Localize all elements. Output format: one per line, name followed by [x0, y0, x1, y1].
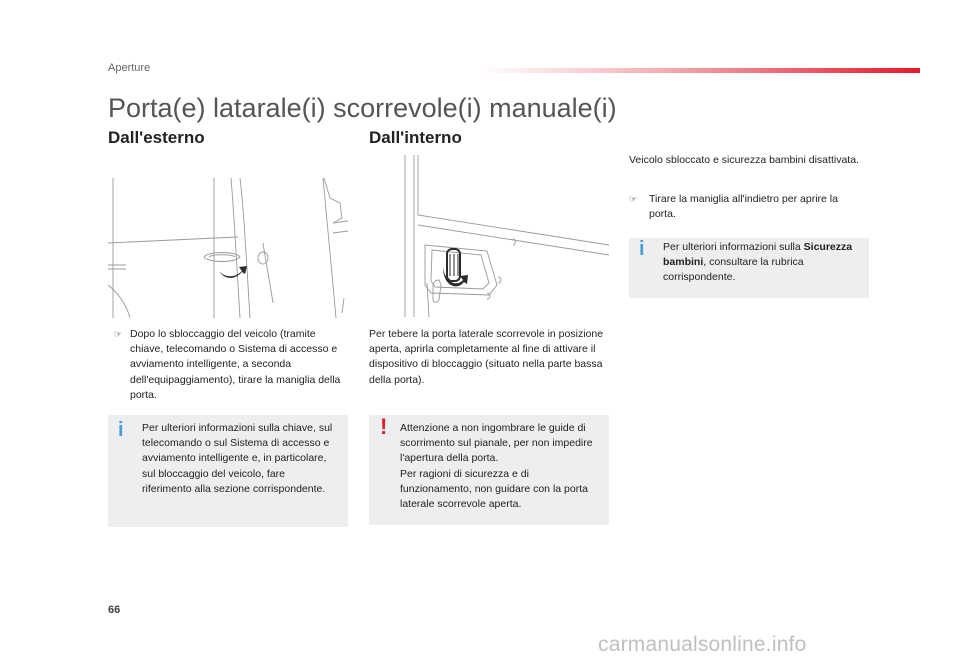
inside-text: Per tebere la porta laterale scorrevole in posizione aperta, aprirla completamente al fine di attivare il dispositivo di bloccaggio (situato nella parte bassa della porta).	[369, 328, 604, 386]
page-title: Porta(e) latarale(i) scorrevole(i) manuale(i)	[108, 93, 617, 123]
outside-info-text: Per ulteriori informazioni sulla chiave, sul telecomando o sul Sistema di accesso e avviamento intelligente e, in particolare, sul bloccaggio del veicolo, fare riferimento alla sezione corrispondente.	[142, 422, 333, 495]
info-box-outside	[108, 415, 348, 527]
pointing-hand-icon: ☞	[114, 329, 123, 339]
warning-icon: !	[380, 414, 388, 439]
page-number: 66	[108, 604, 121, 616]
door-inside-illustration	[369, 155, 609, 317]
info-box-right	[629, 238, 869, 298]
heading-outside: Dall'esterno	[108, 128, 205, 147]
right-info-bold: Sicurezza bambini	[663, 241, 853, 269]
outside-instruction: Dopo lo sbloccaggio del veicolo (tramite chiave, telecomando o Sistema di accesso e avviamento intelligente, a seconda dell'equipaggiamento), tirare la maniglia della porta.	[130, 328, 341, 401]
right-info-prefix: Per ulteriori informazioni sulla	[663, 241, 801, 253]
pointing-hand-icon: ☞	[629, 194, 638, 204]
right-instruction: Tirare la maniglia all'indietro per aprire la porta.	[649, 193, 838, 221]
info-icon: i	[639, 238, 645, 260]
right-info-suffix: , consultare la rubrica corrispondente.	[663, 256, 804, 284]
heading-inside: Dall'interno	[369, 128, 462, 147]
watermark: carmanualsonline.info	[598, 633, 807, 656]
header-accent-bar	[480, 68, 920, 73]
inside-warning-line2: Per ragioni di sicurezza e di funzionamento, non guidare con la porta laterale scorrevole aperta.	[400, 467, 588, 511]
inside-warning-line1: Attenzione a non ingombrare le guide di scorrimento sul pianale, per non impedire l'apertura della porta.	[400, 422, 593, 465]
section-label: Aperture	[108, 62, 151, 74]
door-outside-illustration	[108, 173, 348, 318]
warning-box-inside	[369, 415, 609, 525]
info-icon: i	[118, 419, 124, 441]
right-intro: Veicolo sbloccato e sicurezza bambini disattivata.	[629, 154, 859, 166]
